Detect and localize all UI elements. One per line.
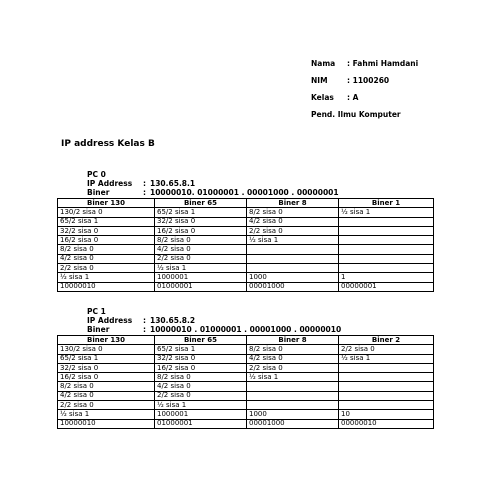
biner-colon: : xyxy=(143,325,146,334)
table-cell: 32/2 sisa 0 xyxy=(155,217,247,226)
table-cell: 32/2 sisa 0 xyxy=(58,363,155,372)
biner-label: Biner xyxy=(87,325,110,334)
table-cell: 8/2 sisa 0 xyxy=(58,245,155,254)
pc-name: PC 1 xyxy=(87,307,106,316)
ip-address-label: IP Address xyxy=(87,316,133,325)
table-cell: ½ sisa 1 xyxy=(155,401,247,410)
column-header: Biner 130 xyxy=(58,336,155,345)
table-cell: 65/2 sisa 1 xyxy=(155,345,247,354)
table-cell: 8/2 sisa 0 xyxy=(155,236,247,245)
nama-label: Nama xyxy=(311,59,336,68)
table-cell xyxy=(339,391,434,400)
binary-conversion-table xyxy=(57,335,434,429)
table-cell: 1000001 xyxy=(155,410,247,419)
table-cell: 1000 xyxy=(247,410,339,419)
table-cell: 16/2 sisa 0 xyxy=(58,236,155,245)
table-cell: 2/2 sisa 0 xyxy=(58,401,155,410)
table-cell: 2/2 sisa 0 xyxy=(155,391,247,400)
table-cell: 10 xyxy=(339,410,434,419)
table-row xyxy=(58,363,434,372)
table-row xyxy=(58,208,434,217)
table-cell: 16/2 sisa 0 xyxy=(155,363,247,372)
column-header: Biner 65 xyxy=(155,199,247,208)
table-cell: ½ sisa 1 xyxy=(339,208,434,217)
table-cell: 4/2 sisa 0 xyxy=(58,254,155,263)
table-row xyxy=(58,217,434,226)
table-row xyxy=(58,273,434,282)
table-cell: 2/2 sisa 0 xyxy=(247,363,339,372)
biner-value: 10000010. 01000001 . 00001000 . 00000001 xyxy=(150,188,339,197)
table-header-row xyxy=(58,199,434,208)
biner-label: Biner xyxy=(87,188,110,197)
table-cell: 4/2 sisa 0 xyxy=(155,382,247,391)
table-row xyxy=(58,264,434,273)
column-header: Biner 130 xyxy=(58,199,155,208)
table-row xyxy=(58,410,434,419)
table-row xyxy=(58,345,434,354)
table-cell: ½ sisa 1 xyxy=(58,410,155,419)
biner-value: 10000010 . 01000001 . 00001000 . 00000010 xyxy=(150,325,342,334)
table-row xyxy=(58,236,434,245)
table-cell: 16/2 sisa 0 xyxy=(58,373,155,382)
table-cell: ½ sisa 1 xyxy=(58,273,155,282)
table-cell: 1 xyxy=(339,273,434,282)
document-title: IP address Kelas B xyxy=(61,139,155,149)
table-cell: 2/2 sisa 0 xyxy=(247,226,339,235)
table-cell: 00001000 xyxy=(247,282,339,291)
table-cell: 32/2 sisa 0 xyxy=(58,226,155,235)
pc-name: PC 0 xyxy=(87,170,106,179)
pc-section-1 xyxy=(57,307,433,429)
table-cell: 10000010 xyxy=(58,282,155,291)
table-row xyxy=(58,226,434,235)
table-cell xyxy=(339,226,434,235)
table-cell: 8/2 sisa 0 xyxy=(247,345,339,354)
table-cell: 8/2 sisa 0 xyxy=(58,382,155,391)
table-cell xyxy=(339,254,434,263)
table-row xyxy=(58,354,434,363)
table-cell: 130/2 sisa 0 xyxy=(58,345,155,354)
column-header: Biner 8 xyxy=(247,336,339,345)
table-cell: 2/2 sisa 0 xyxy=(155,254,247,263)
ip-address-label: IP Address xyxy=(87,179,133,188)
table-cell xyxy=(247,264,339,273)
binary-conversion-table xyxy=(57,198,434,292)
pc-header xyxy=(57,307,433,335)
table-cell xyxy=(247,391,339,400)
table-cell xyxy=(339,236,434,245)
table-cell: 65/2 sisa 1 xyxy=(155,208,247,217)
table-cell xyxy=(247,401,339,410)
table-cell xyxy=(247,254,339,263)
table-cell xyxy=(339,264,434,273)
table-row xyxy=(58,401,434,410)
table-cell: ½ sisa 1 xyxy=(155,264,247,273)
nim-label: NIM xyxy=(311,76,328,85)
ip-address-colon: : xyxy=(143,179,146,188)
ip-address-colon: : xyxy=(143,316,146,325)
table-cell: 65/2 sisa 1 xyxy=(58,217,155,226)
table-cell: 00000010 xyxy=(339,419,434,428)
table-cell: 00000001 xyxy=(339,282,434,291)
prodi-text: Pend. Ilmu Komputer xyxy=(311,110,401,119)
pc-section-0 xyxy=(57,170,433,292)
table-cell: ½ sisa 1 xyxy=(339,354,434,363)
table-cell: 130/2 sisa 0 xyxy=(58,208,155,217)
table-header-row xyxy=(58,336,434,345)
table-cell: 1000001 xyxy=(155,273,247,282)
table-cell: 8/2 sisa 0 xyxy=(155,373,247,382)
table-row xyxy=(58,419,434,428)
column-header: Biner 2 xyxy=(339,336,434,345)
table-cell xyxy=(339,217,434,226)
ip-address-value: 130.65.8.2 xyxy=(150,316,196,325)
table-cell: 4/2 sisa 0 xyxy=(247,217,339,226)
table-cell xyxy=(247,245,339,254)
table-cell: 00001000 xyxy=(247,419,339,428)
table-cell: 01000001 xyxy=(155,419,247,428)
column-header: Biner 1 xyxy=(339,199,434,208)
table-cell xyxy=(339,373,434,382)
table-row xyxy=(58,391,434,400)
table-cell: 4/2 sisa 0 xyxy=(247,354,339,363)
table-cell: 32/2 sisa 0 xyxy=(155,354,247,363)
table-cell: 2/2 sisa 0 xyxy=(58,264,155,273)
nama-value: : Fahmi Hamdani xyxy=(347,59,419,68)
table-cell: 01000001 xyxy=(155,282,247,291)
table-cell: 4/2 sisa 0 xyxy=(155,245,247,254)
table-cell: ½ sisa 1 xyxy=(247,236,339,245)
table-row xyxy=(58,254,434,263)
table-cell: 1000 xyxy=(247,273,339,282)
table-row xyxy=(58,282,434,291)
table-cell: 65/2 sisa 1 xyxy=(58,354,155,363)
table-row xyxy=(58,373,434,382)
table-cell: 10000010 xyxy=(58,419,155,428)
table-cell: 16/2 sisa 0 xyxy=(155,226,247,235)
table-cell xyxy=(247,382,339,391)
table-cell: ½ sisa 1 xyxy=(247,373,339,382)
biner-colon: : xyxy=(143,188,146,197)
table-cell xyxy=(339,401,434,410)
column-header: Biner 65 xyxy=(155,336,247,345)
table-row xyxy=(58,245,434,254)
table-cell: 2/2 sisa 0 xyxy=(339,345,434,354)
nim-value: : 1100260 xyxy=(347,76,390,85)
ip-address-value: 130.65.8.1 xyxy=(150,179,196,188)
table-cell: 8/2 sisa 0 xyxy=(247,208,339,217)
table-cell: 4/2 sisa 0 xyxy=(58,391,155,400)
kelas-label: Kelas xyxy=(311,93,334,102)
kelas-value: : A xyxy=(347,93,359,102)
table-cell xyxy=(339,382,434,391)
pc-header xyxy=(57,170,433,198)
table-cell xyxy=(339,245,434,254)
table-cell xyxy=(339,363,434,372)
table-row xyxy=(58,382,434,391)
column-header: Biner 8 xyxy=(247,199,339,208)
